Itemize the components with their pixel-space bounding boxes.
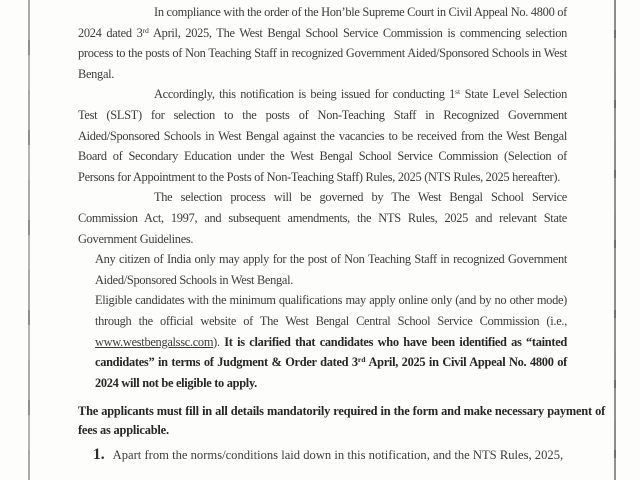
notice-text: The applicants must fill in all details mandatorily required in the form and make necessary payment of fees as applicable — [78, 404, 605, 438]
notice-period: . — [165, 423, 169, 438]
paragraph-text: Eligible candidates with the minimum qualifications may apply online only (and by no other mode) through the official website of The West Bengal Central School Service Commission (i.e., — [95, 293, 567, 328]
paragraph-text: Accordingly, this notification is being issued for conducting 1 — [154, 87, 456, 102]
ordinal-suffix: st — [455, 87, 461, 97]
paragraph-citizenship-eligibility — [95, 249, 567, 290]
tainted-candidates-clause: It is clarified that candidates who have been identified as “tainted candidates” in terms of Judgment & Order dated 3 — [95, 334, 567, 370]
list-number: 1. — [93, 446, 105, 464]
scan-edge-left — [28, 0, 30, 480]
list-item-1 — [93, 445, 567, 465]
paragraph-text: The selection process will be governed by The West Bengal School Service Commission Act, 1997, and subsequent amendments, the NTS Rules, 2025 and relevant State Government Guidelines. — [78, 190, 567, 246]
paragraph-governing-rules — [78, 187, 567, 249]
scan-edge-right — [614, 0, 616, 480]
list-item-text: Apart from the norms/conditions laid down in this notification, and the NTS Rules, 2025, — [112, 448, 564, 463]
paragraph-slst-notification — [78, 84, 567, 187]
ordinal-suffix: rd — [357, 355, 366, 365]
paragraph-text: Any citizen of India only may apply for the post of Non Teaching Staff in recognized Government Aided/Sponsored Schools in West Bengal. — [95, 252, 567, 287]
paragraph-text: In compliance with the order of the Hon’ble Supreme Court in Civil Appeal No. 4800 of 2024 dated 3 — [78, 5, 567, 40]
paragraph-online-application — [95, 290, 567, 393]
paragraph-supreme-court-compliance — [78, 2, 567, 84]
ordinal-suffix: rd — [142, 25, 149, 35]
paragraph-text: April, 2025, The West Bengal School Service Commission is commencing selection process to the posts of Non Teaching Staff in recognized Government Aided/Sponsored Schools in West Bengal. — [78, 25, 568, 81]
paragraph-text: State Level Selection Test (SLST) for selection to the posts of Non-Teaching Staff in Recognized Government Aided/Sponsored Schools in West Bengal against the vacancies to be received from the West Bengal Board of Secondary Education under the West Bengal School Service Commission (Selection of Persons for Appointment to the Posts of Non-Teaching Staff) Rules, 2025 (NTS Rules, 2025 hereafter). — [78, 87, 567, 184]
commission-website-link[interactable]: www.westbengalssc.com — [95, 334, 214, 349]
notice-mandatory-details — [78, 402, 605, 440]
notification-text-block — [78, 2, 605, 465]
paragraph-text: ). — [213, 334, 225, 349]
tainted-candidates-clause: April, 2025 in Civil Appeal No. 4800 of 2024 will not be eligible to apply. — [95, 355, 567, 390]
